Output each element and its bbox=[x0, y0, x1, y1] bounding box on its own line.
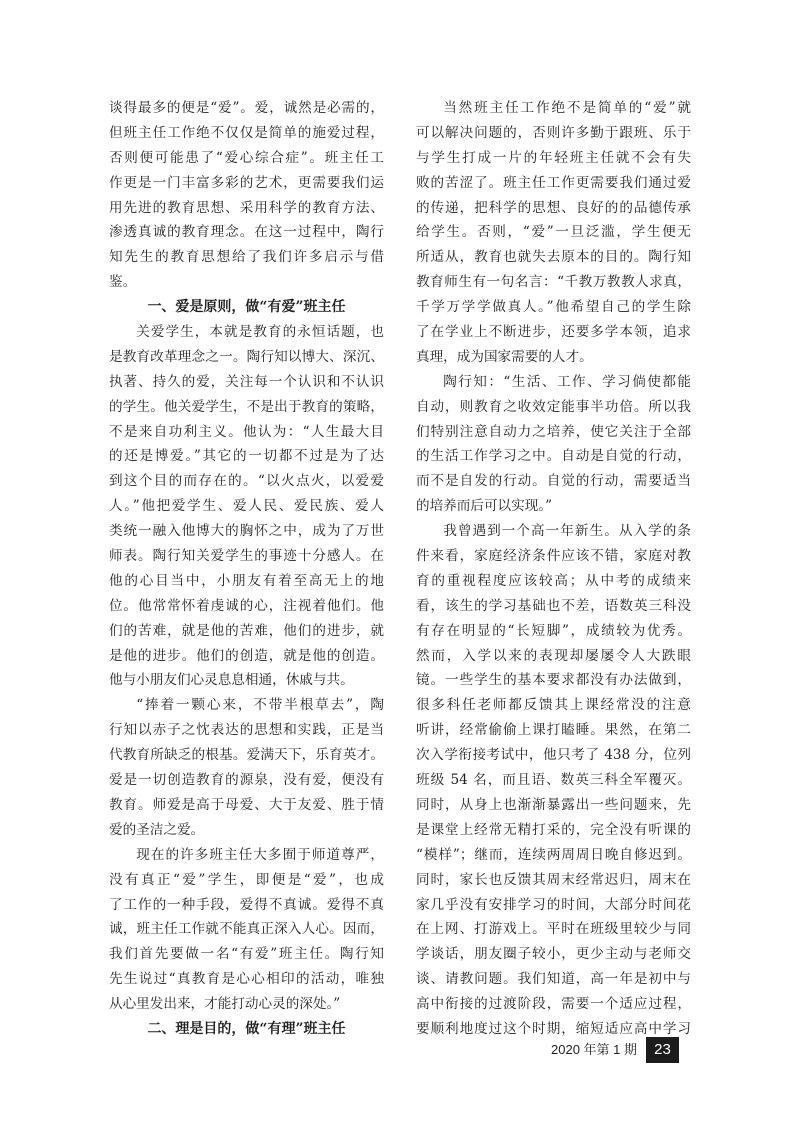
text-line: 高中衔接的过渡阶段，需要一个适应过程， bbox=[416, 996, 691, 1013]
text-line: 师表。陶行知关爱学生的事迹十分感人。在 bbox=[109, 548, 384, 565]
paragraph bbox=[416, 96, 691, 370]
text-line: 们特别注意自动力之培养，使它关注于全部 bbox=[416, 423, 691, 440]
text-line: 很多科任老师都反馈其上课经常没的注意 bbox=[416, 697, 691, 714]
text-line: 的还是博爱。”其它的一切都不过是为了达 bbox=[109, 448, 384, 465]
text-line: 然而，入学以来的表现却屡屡令人大跌眼 bbox=[416, 647, 691, 664]
text-line: “模样”；继而，连续两周周日晚自修迟到。 bbox=[416, 846, 691, 863]
text-line: 可以解决问题的，否则许多勤于跟班、乐于 bbox=[416, 124, 691, 141]
text-line: 听讲，经常偷偷上课打瞌睡。果然，在第二 bbox=[416, 722, 691, 739]
left-column bbox=[109, 96, 384, 1042]
text-line: 渗透真诚的教育理念。在这一过程中，陶行 bbox=[109, 224, 384, 241]
text-line: 班级 54 名，而且语、数英三科全军覆灭。 bbox=[416, 772, 691, 789]
text-line: 们的苦难，就是他的苦难，他们的进步，就 bbox=[109, 622, 384, 639]
text-line: 同时，家长也反馈其周末经常迟归，周末在 bbox=[416, 871, 691, 888]
paragraph bbox=[109, 693, 384, 842]
text-line: 次入学衔接考试中，他只考了 438 分，位列 bbox=[416, 747, 691, 764]
text-line: 家几乎没有安排学习的时间，大部分时间花 bbox=[416, 896, 691, 913]
text-line: 谈、请教问题。我们知道，高一年是初中与 bbox=[416, 971, 691, 988]
text-line: 给学生。否则，“爱”一旦泛滥，学生便无 bbox=[416, 224, 691, 241]
text-line: 作更是一门丰富多彩的艺术，更需要我们运 bbox=[109, 174, 384, 191]
text-line: 他与小朋友们心灵息息相通，休戚与共。 bbox=[109, 672, 354, 689]
text-line: 从心里发出来，才能打动心灵的深处。” bbox=[109, 996, 341, 1013]
text-line: 现在的许多班主任大多囿于师道尊严， bbox=[136, 846, 384, 863]
text-line: 同时，从身上也渐渐暴露出一些问题来，先 bbox=[416, 796, 691, 813]
text-line: 到这个目的而存在的。“以火点火，以爱爱 bbox=[109, 473, 384, 490]
text-line: 我们首先要做一名“有爱”班主任。陶行知 bbox=[109, 946, 384, 963]
text-line: 不是来自功利主义。他认为：“人生最大目 bbox=[109, 423, 384, 440]
text-line: 谈得最多的便是“爱”。爱，诚然是必需的， bbox=[109, 100, 384, 116]
right-column bbox=[416, 96, 691, 1042]
text-line: 真理，成为国家需要的人才。 bbox=[416, 348, 593, 365]
text-line: 他的心目当中，小朋友有着至高无上的地 bbox=[109, 572, 384, 589]
section-heading: 二、理是目的，做“有理”班主任 bbox=[147, 1020, 346, 1037]
text-line: 镜。一些学生的基本要求都没有办法做到， bbox=[416, 672, 691, 689]
text-line: 是教育改革理念之一。陶行知以博大、深沉、 bbox=[109, 348, 384, 365]
paragraph bbox=[416, 370, 691, 519]
text-line: 教育。师爱是高于母爱、大于友爱、胜于情 bbox=[109, 796, 384, 813]
text-line: 的学生。他关爱学生，不是出于教育的策略， bbox=[109, 398, 384, 415]
text-line: 了工作的一种手段，爱得不真诚。爱得不真 bbox=[109, 896, 384, 913]
text-line: 当然班主任工作绝不是简单的“爱”就 bbox=[443, 100, 691, 116]
text-line: 自动，则教育之收效定能事半功倍。所以我 bbox=[416, 398, 691, 415]
text-line: 先生说过“真教育是心心相印的活动，唯独 bbox=[109, 971, 384, 988]
text-line: 用先进的教育思想、采用科学的教育方法、 bbox=[109, 199, 384, 216]
text-line: 败的苦涩了。班主任工作更需要我们通过爱 bbox=[416, 174, 691, 191]
text-line: 鉴。 bbox=[109, 274, 137, 291]
text-line: 执著、持久的爱，关注每一个认识和不认识 bbox=[109, 373, 384, 390]
text-line: 爱是一切创造教育的源泉，没有爱，便没有 bbox=[109, 772, 384, 789]
paragraph bbox=[109, 843, 384, 1017]
text-line: 代教育所缺乏的根基。爱满天下，乐育英才。 bbox=[109, 747, 384, 764]
paragraph bbox=[416, 519, 691, 1042]
text-line: 的传递，把科学的思想、良好的的品德传承 bbox=[416, 199, 691, 216]
text-line: 关爱学生，本就是教育的永恒话题，也 bbox=[136, 324, 384, 341]
text-line: 类统一融入他博大的胸怀之中，成为了万世 bbox=[109, 523, 384, 540]
paragraph bbox=[109, 96, 384, 295]
issue-label: 2020 年第 1 期 bbox=[551, 1042, 637, 1057]
text-line: 陶行知：“生活、工作、学习倘使都能 bbox=[443, 373, 691, 390]
text-line: 看，该生的学习基础也不差，语数英三科没 bbox=[416, 597, 691, 614]
text-line: 教育师生有一句名言：“千教万教教人求真， bbox=[416, 274, 691, 291]
text-line: 千学万学学做真人。”他希望自己的学生除 bbox=[416, 299, 691, 316]
text-line: 件来看，家庭经济条件应该不错，家庭对教 bbox=[416, 548, 691, 565]
text-line: 我曾遇到一个高一年新生。从入学的条 bbox=[443, 523, 691, 540]
text-line: 学谈话，朋友圈子较小，更少主动与老师交 bbox=[416, 946, 691, 963]
page-number-badge: 23 bbox=[646, 1037, 679, 1063]
text-line: “捧着一颗心来，不带半根草去”，陶 bbox=[136, 697, 384, 714]
text-line: 人。”他把爱学生、爱人民、爱民族、爱人 bbox=[109, 498, 384, 515]
text-line: 知先生的教育思想给了我们许多启示与借 bbox=[109, 249, 384, 266]
text-line: 位。他常常怀着虔诚的心，注视着他们。他 bbox=[109, 597, 384, 614]
text-line: 有存在明显的“长短脚”，成绩较为优秀。 bbox=[416, 622, 691, 639]
text-line: 了在学业上不断进步，还要多学本领，追求 bbox=[416, 324, 691, 341]
paragraph bbox=[109, 320, 384, 693]
text-line: 的培养而后可以实现。” bbox=[416, 498, 553, 515]
text-line: 要顺利地度过这个时期，缩短适应高中学习 bbox=[416, 1020, 691, 1037]
section-heading: 一、爱是原则，做“有爱”班主任 bbox=[147, 299, 346, 316]
text-line: 是他的进步。他们的创造，就是他的创造。 bbox=[109, 647, 384, 664]
text-line: 所适从，教育也就失去原本的目的。陶行知 bbox=[416, 249, 691, 266]
text-line: 育的重视程度应该较高；从中考的成绩来 bbox=[416, 572, 691, 589]
text-line: 没有真正“爱”学生，即便是“爱”，也成 bbox=[109, 871, 384, 888]
text-line: 而不是自发的行动。自觉的行动，需要适当 bbox=[416, 473, 691, 490]
text-line: 但班主任工作绝不仅仅是简单的施爱过程， bbox=[109, 124, 384, 141]
text-line: 与学生打成一片的年轻班主任就不会有失 bbox=[416, 149, 691, 166]
text-line: 是课堂上经常无精打采的，完全没有听课的 bbox=[416, 821, 691, 838]
text-line: 诚，班主任工作就不能真正深入人心。因而， bbox=[109, 921, 384, 938]
text-line: 的生活工作学习之中。自动是自觉的行动， bbox=[416, 448, 691, 465]
text-line: 爱的圣洁之爱。 bbox=[109, 821, 205, 838]
text-line: 在上网、打游戏上。平时在班级里较少与同 bbox=[416, 921, 691, 938]
text-line: 行知以赤子之忱表达的思想和实践，正是当 bbox=[109, 722, 384, 739]
text-line: 否则便可能患了“爱心综合症”。班主任工 bbox=[109, 149, 384, 166]
